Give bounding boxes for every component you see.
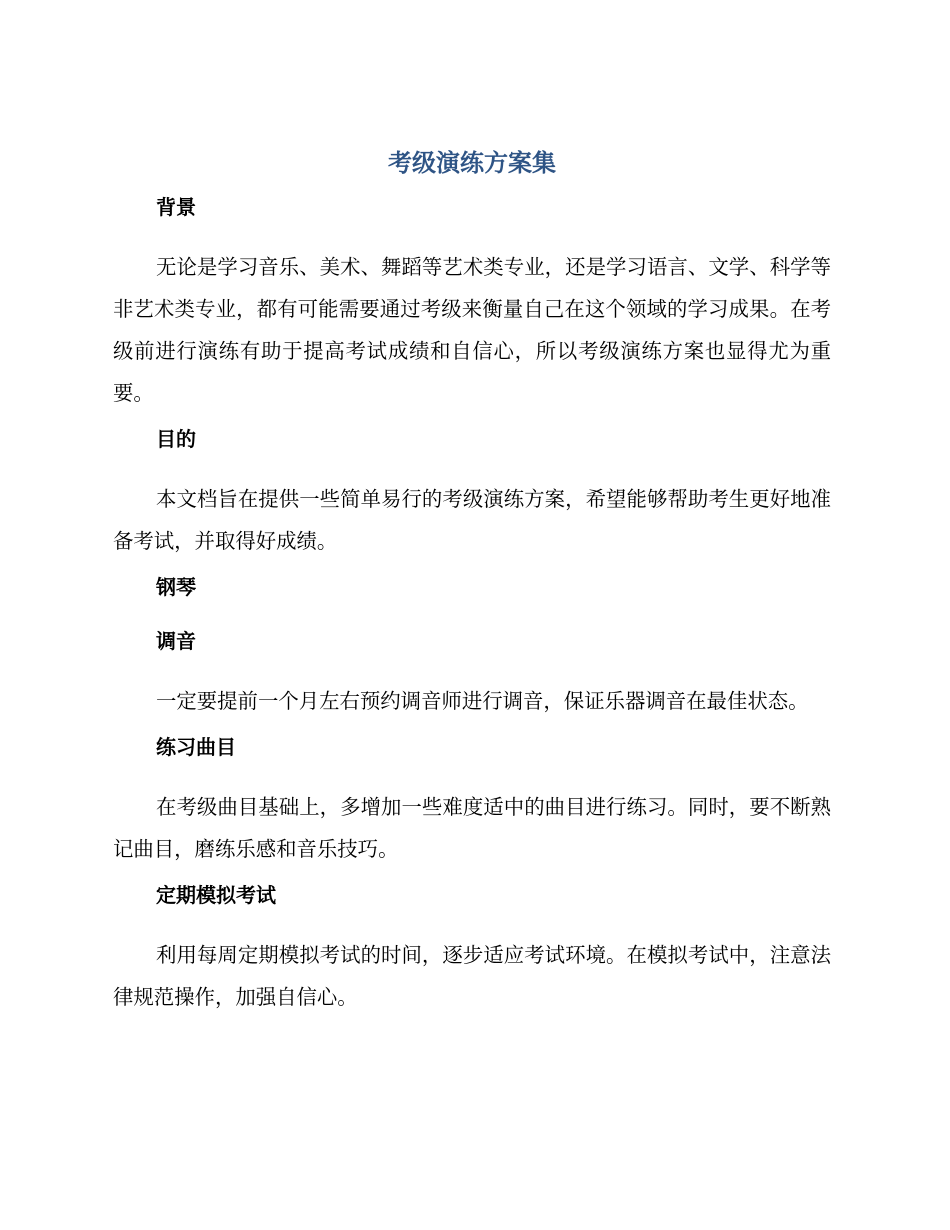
paragraph-tuning: 一定要提前一个月左右预约调音师进行调音，保证乐器调音在最佳状态。 xyxy=(156,689,809,713)
document-body xyxy=(113,143,831,1028)
paragraph-mock-exam: 利用每周定期模拟考试的时间，逐步适应考试环境。在模拟考试中，注意法律规范操作，加强自信心。 xyxy=(113,943,831,1009)
section-heading-tuning: 调音 xyxy=(156,629,196,653)
section-heading-piano: 钢琴 xyxy=(156,575,196,599)
document-title: 考级演练方案集 xyxy=(388,149,556,177)
paragraph-purpose: 本文档旨在提供一些简单易行的考级演练方案，希望能够帮助考生更好地准备考试，并取得好成绩。 xyxy=(113,487,831,553)
paragraph-practice-pieces: 在考级曲目基础上，多增加一些难度适中的曲目进行练习。同时，要不断熟记曲目，磨练乐感和音乐技巧。 xyxy=(113,795,831,861)
paragraph-background: 无论是学习音乐、美术、舞蹈等艺术类专业，还是学习语言、文学、科学等非艺术类专业，都有可能需要通过考级来衡量自己在这个领域的学习成果。在考级前进行演练有助于提高考试成绩和自信心，所以考级演练方案也显得尤为重要。 xyxy=(113,255,831,405)
section-heading-practice-pieces: 练习曲目 xyxy=(156,735,236,759)
section-heading-mock-exam: 定期模拟考试 xyxy=(156,883,276,907)
section-heading-background: 背景 xyxy=(156,195,196,219)
section-heading-purpose: 目的 xyxy=(156,427,196,451)
